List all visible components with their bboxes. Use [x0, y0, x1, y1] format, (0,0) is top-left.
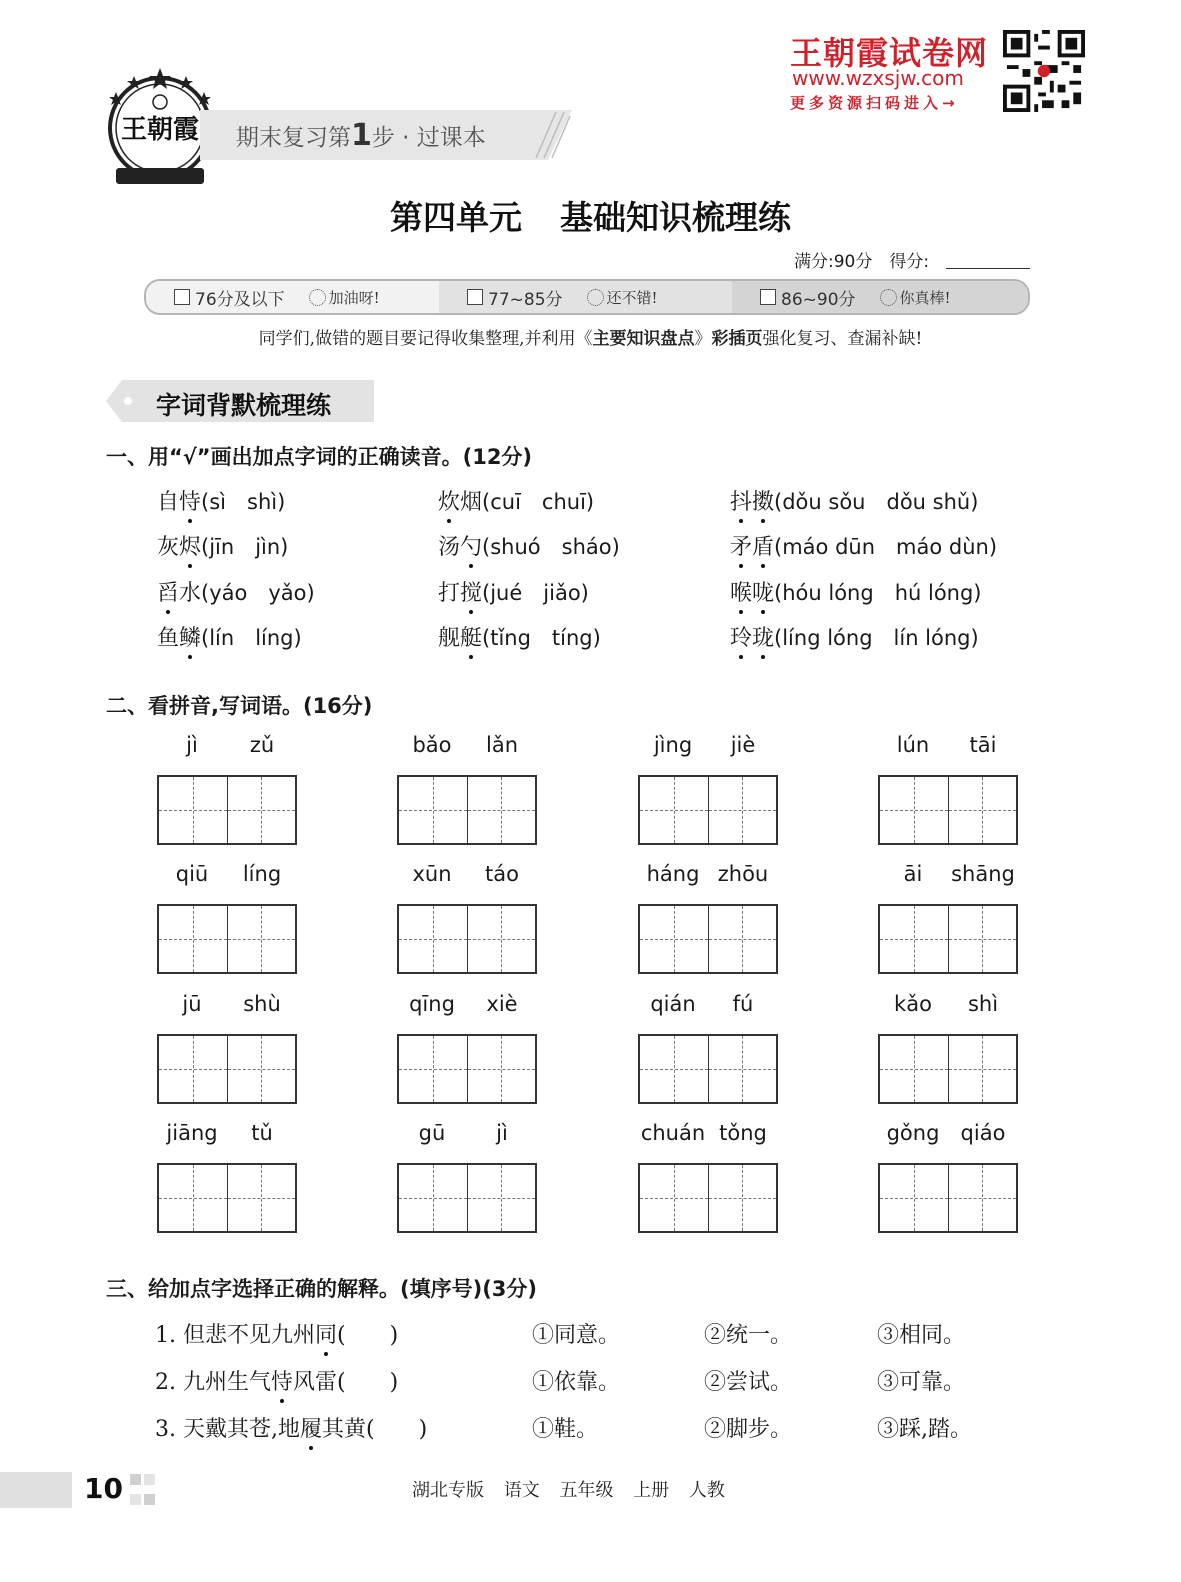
pinyin-label: tāi: [969, 733, 997, 757]
q1-item[interactable]: [730, 530, 997, 561]
tianzige-box[interactable]: [638, 1034, 778, 1104]
q1-char: 汤: [438, 535, 461, 560]
q1-item[interactable]: [157, 485, 285, 516]
q3-option: ①同意。: [532, 1323, 621, 1348]
q1-char: 鱼: [157, 626, 180, 651]
q3-option: ③可靠。: [877, 1370, 966, 1395]
q3-sentence-text: 2. 九州生气: [155, 1370, 271, 1395]
tianzige-box[interactable]: [878, 904, 1018, 974]
q1-char: 艇: [460, 621, 482, 652]
q1-item[interactable]: [730, 576, 982, 607]
pinyin-label: shù: [243, 992, 281, 1016]
tianzige-box[interactable]: [397, 904, 537, 974]
q1-heading: 一、用“√”画出加点字词的正确读音。(12分): [106, 445, 533, 469]
brand-name: 王朝霞试卷网: [790, 34, 989, 72]
q1-char: 灰: [157, 535, 180, 560]
page-title: 第四单元 基础知识梳理练: [390, 198, 791, 237]
pinyin-label: táo: [485, 862, 519, 886]
pinyin-label: jiāng: [166, 1121, 218, 1145]
q3-sentence-text: 3. 天戴其苍,地: [155, 1417, 300, 1442]
tianzige-box[interactable]: [157, 775, 297, 845]
pinyin-label: zǔ: [249, 733, 275, 757]
writing-cell[interactable]: [399, 1165, 468, 1231]
pinyin-label: qiáo: [960, 1121, 1006, 1145]
pinyin-label: kǎo: [894, 992, 932, 1016]
writing-cell[interactable]: [709, 1165, 777, 1231]
section-tab-label: 字词背默梳理练: [156, 391, 332, 420]
tianzige-box[interactable]: [638, 775, 778, 845]
footer-edition: 湖北专版 语文 五年级 上册 人教: [412, 1480, 725, 1501]
q3-option: ①鞋。: [532, 1417, 599, 1442]
q1-pinyin-options[interactable]: (lín líng): [201, 626, 302, 650]
q1-item[interactable]: [157, 576, 315, 607]
q3-sentence-text: ( ): [337, 1323, 399, 1348]
q1-pinyin-options[interactable]: (sì shì): [201, 490, 286, 514]
writing-cell[interactable]: [949, 1165, 1017, 1231]
writing-cell[interactable]: [228, 777, 296, 843]
q1-char: 勺: [460, 530, 482, 561]
tianzige-box[interactable]: [638, 1163, 778, 1233]
pinyin-label: qián: [650, 992, 696, 1016]
q1-pinyin-options[interactable]: (líng lóng lín lóng): [774, 626, 979, 650]
pinyin-label: chuán: [640, 1121, 706, 1145]
q3-option: ③相同。: [877, 1323, 966, 1348]
writing-cell[interactable]: [640, 1036, 709, 1102]
checkbox[interactable]: [760, 289, 776, 305]
q1-char: 喉: [730, 576, 752, 607]
q1-item[interactable]: [157, 530, 288, 561]
q1-char: 玲: [730, 621, 752, 652]
q1-char: 咙: [752, 576, 774, 607]
q1-item[interactable]: [730, 621, 979, 652]
tianzige-box[interactable]: [157, 904, 297, 974]
q1-pinyin-options[interactable]: (tǐng tíng): [482, 626, 601, 650]
q1-char: 矛: [730, 530, 752, 561]
pinyin-label: zhōu: [717, 862, 769, 886]
q1-char: 舀: [157, 576, 179, 607]
qr-code-icon[interactable]: [1003, 30, 1085, 112]
pinyin-label: xūn: [412, 862, 452, 886]
q1-item[interactable]: [730, 485, 978, 516]
rating-option-2[interactable]: 77~85分 还不错!: [439, 281, 732, 313]
q3-dotted-char: 同: [315, 1318, 337, 1349]
smile-face-icon: [587, 289, 604, 306]
writing-cell[interactable]: [949, 906, 1017, 972]
tianzige-box[interactable]: [878, 1034, 1018, 1104]
tianzige-box[interactable]: [397, 775, 537, 845]
pinyin-label: líng: [242, 862, 282, 886]
pinyin-label: gǒng: [886, 1121, 940, 1145]
pinyin-label: jìng: [653, 733, 693, 757]
logo-wordmark: 王朝霞: [120, 115, 200, 145]
writing-cell[interactable]: [228, 1165, 296, 1231]
tianzige-box[interactable]: [878, 1163, 1018, 1233]
writing-cell[interactable]: [228, 1036, 296, 1102]
pinyin-label: gū: [418, 1121, 446, 1145]
brand-url[interactable]: www.wzxsjw.com: [792, 66, 964, 90]
pinyin-label: lǎn: [485, 733, 518, 757]
q3-sentence-text: 1. 但悲不见九州: [155, 1323, 315, 1348]
tianzige-box[interactable]: [157, 1034, 297, 1104]
pinyin-label: shì: [967, 992, 999, 1016]
writing-cell[interactable]: [399, 777, 468, 843]
pinyin-label: āi: [903, 862, 923, 886]
q1-item[interactable]: [438, 485, 594, 516]
writing-cell[interactable]: [709, 777, 777, 843]
pinyin-label: xiè: [486, 992, 518, 1016]
q1-char: 炊: [438, 485, 460, 516]
score-line: 满分:90分 得分:: [794, 252, 930, 272]
brand-scan-hint: 更多资源扫码进入→: [790, 94, 959, 112]
q1-pinyin-options[interactable]: (dǒu sǒu dǒu shǔ): [774, 490, 979, 514]
q3-sentence-text: 其黄( ): [322, 1417, 428, 1442]
q1-char: 舰: [438, 626, 461, 651]
checkbox[interactable]: [174, 289, 190, 305]
page-number: 10: [84, 1472, 123, 1505]
rating-option-3[interactable]: 86~90分 你真棒!: [732, 281, 1028, 313]
pinyin-label: jiè: [730, 733, 756, 757]
q1-pinyin-options[interactable]: (yáo yǎo): [201, 581, 315, 605]
q1-char: 恃: [179, 485, 201, 516]
writing-cell[interactable]: [468, 1165, 536, 1231]
q1-pinyin-options[interactable]: (cuī chuī): [482, 490, 595, 514]
writing-cell[interactable]: [399, 906, 468, 972]
q1-pinyin-options[interactable]: (máo dūn máo dùn): [774, 535, 998, 559]
q1-item[interactable]: [438, 530, 620, 561]
q1-char: 水: [179, 581, 202, 606]
writing-cell[interactable]: [159, 777, 228, 843]
writing-cell[interactable]: [640, 906, 709, 972]
q1-char: 珑: [752, 621, 774, 652]
q1-char: 烟: [460, 490, 483, 515]
q1-char: 自: [157, 490, 180, 515]
q3-option: ②统一。: [704, 1323, 793, 1348]
q1-char: 鳞: [179, 621, 201, 652]
writing-cell[interactable]: [399, 1036, 468, 1102]
q3-dotted-char: 恃: [271, 1365, 293, 1396]
tianzige-box[interactable]: [397, 1163, 537, 1233]
pinyin-label: qīng: [409, 992, 455, 1016]
pinyin-label: tǔ: [251, 1121, 273, 1145]
q1-char: 擞: [752, 485, 774, 516]
writing-cell[interactable]: [709, 1036, 777, 1102]
writing-cell[interactable]: [640, 1165, 709, 1231]
step-banner-text: 期末复习第1步 · 过课本: [236, 118, 486, 153]
tianzige-box[interactable]: [638, 904, 778, 974]
q3-option: ②尝试。: [704, 1370, 793, 1395]
q3-option: ②脚步。: [704, 1417, 793, 1442]
q3-sentence[interactable]: [155, 1365, 398, 1396]
writing-cell[interactable]: [159, 1036, 228, 1102]
q1-char: 烬: [179, 530, 201, 561]
writing-cell[interactable]: [880, 777, 949, 843]
q3-heading: 三、给加点字选择正确的解释。(填序号)(3分): [106, 1277, 538, 1301]
q3-option: ③踩,踏。: [877, 1417, 972, 1442]
pinyin-label: shāng: [951, 862, 1015, 886]
score-blank[interactable]: [946, 268, 1030, 269]
q1-pinyin-options[interactable]: (jīn jìn): [201, 535, 289, 559]
q3-option: ①依靠。: [532, 1370, 621, 1395]
writing-cell[interactable]: [468, 777, 536, 843]
page-number-deco: [130, 1474, 156, 1506]
pinyin-label: jū: [182, 992, 202, 1016]
study-tip: 同学们,做错的题目要记得收集整理,并利用《主要知识盘点》彩插页强化复习、查漏补缺!: [258, 329, 923, 349]
writing-cell[interactable]: [880, 1165, 949, 1231]
writing-cell[interactable]: [880, 906, 949, 972]
q1-char: 打: [438, 581, 461, 606]
q3-dotted-char: 履: [300, 1412, 322, 1443]
pinyin-label: lún: [896, 733, 930, 757]
pinyin-label: jì: [186, 733, 198, 757]
pinyin-label: háng: [646, 862, 700, 886]
rating-option-1[interactable]: 76分及以下 加油呀!: [146, 281, 439, 313]
smile-face-icon: [880, 289, 897, 306]
q1-pinyin-options[interactable]: (jué jiǎo): [482, 581, 589, 605]
smile-face-icon: [309, 289, 326, 306]
writing-cell[interactable]: [949, 777, 1017, 843]
writing-cell[interactable]: [949, 1036, 1017, 1102]
pinyin-label: tǒng: [719, 1121, 767, 1145]
q1-item[interactable]: [438, 621, 601, 652]
q1-item[interactable]: [157, 621, 302, 652]
writing-cell[interactable]: [159, 906, 228, 972]
self-rating-bar: [144, 279, 1030, 315]
pinyin-label: fú: [732, 992, 754, 1016]
tianzige-box[interactable]: [878, 775, 1018, 845]
q1-pinyin-options[interactable]: (hóu lóng hú lóng): [774, 581, 982, 605]
writing-cell[interactable]: [159, 1165, 228, 1231]
pinyin-label: qiū: [175, 862, 209, 886]
q1-char: 搅: [460, 576, 482, 607]
q3-sentence-text: 风雷( ): [293, 1370, 399, 1395]
page-number-bar: [0, 1472, 72, 1508]
pinyin-label: bǎo: [412, 733, 452, 757]
q1-item[interactable]: [438, 576, 589, 607]
tianzige-box[interactable]: [157, 1163, 297, 1233]
writing-cell[interactable]: [468, 906, 536, 972]
checkbox[interactable]: [467, 289, 483, 305]
q2-heading: 二、看拼音,写词语。(16分): [106, 694, 373, 718]
writing-cell[interactable]: [640, 777, 709, 843]
q3-sentence[interactable]: [155, 1318, 398, 1349]
writing-cell[interactable]: [228, 906, 296, 972]
writing-cell[interactable]: [468, 1036, 536, 1102]
tianzige-box[interactable]: [397, 1034, 537, 1104]
writing-cell[interactable]: [880, 1036, 949, 1102]
q1-pinyin-options[interactable]: (shuó sháo): [482, 535, 620, 559]
writing-cell[interactable]: [709, 906, 777, 972]
q1-char: 抖: [730, 485, 752, 516]
q1-char: 盾: [752, 530, 774, 561]
q3-sentence[interactable]: [155, 1412, 427, 1443]
pinyin-label: jì: [496, 1121, 508, 1145]
